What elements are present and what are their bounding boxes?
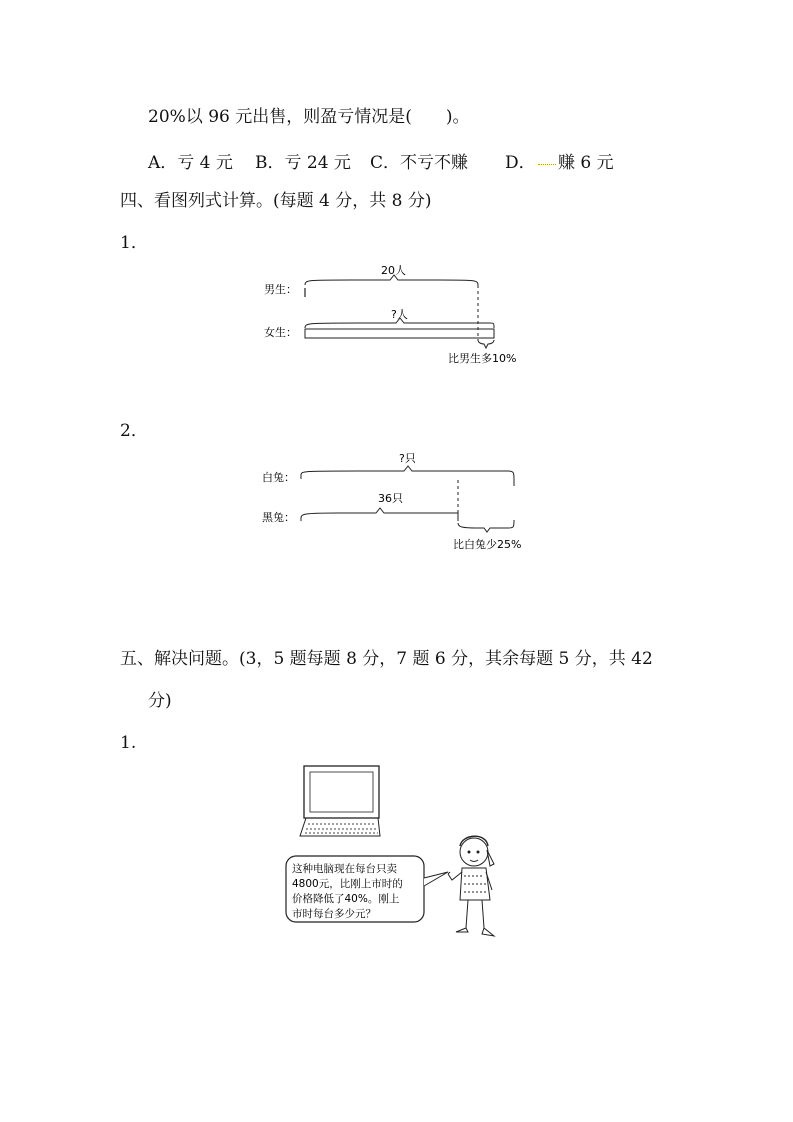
boys-label: 男生： <box>264 283 297 296</box>
speech-line-4: 市时每台多少元？ <box>292 908 376 920</box>
option-c: C．不亏不赚 <box>370 153 469 173</box>
option-a: A．亏 4 元 <box>148 153 233 173</box>
section5-title-line1: 五、解决问题。(3，5 题每题 8 分，7 题 6 分，其余每题 5 分，共 42 <box>120 649 653 669</box>
option-d: D． <box>505 153 536 173</box>
girl-figure-icon <box>448 836 494 936</box>
speech-line-1: 这种电脑现在每台只卖 <box>292 863 397 875</box>
option-d-text: 赚 6 元 <box>558 153 614 173</box>
option-b: B．亏 24 元 <box>255 153 351 173</box>
girls-extra-brace <box>478 340 494 348</box>
black-brace <box>301 508 458 521</box>
speech-bubble <box>286 856 448 922</box>
rabbits-diagram <box>258 448 558 558</box>
black-label: 黑兔： <box>262 511 295 524</box>
boys-girls-diagram <box>260 260 550 370</box>
s4-q1-number: 1． <box>120 233 148 253</box>
white-brace <box>301 466 514 486</box>
question-tail: 20%以 96 元出售，则盈亏情况是( )。 <box>148 107 470 127</box>
boys-girls-note: 比男生多10% <box>448 352 517 365</box>
option-d-blank <box>538 164 556 165</box>
monitor-icon <box>304 766 379 818</box>
computer-illustration <box>280 760 520 950</box>
girls-label: 女生： <box>264 326 297 339</box>
speech-line-3: 价格降低了40%。刚上 <box>292 893 400 905</box>
black-diff-brace <box>458 520 514 532</box>
keyboard-icon <box>300 818 380 836</box>
black-value: 36只 <box>378 492 403 505</box>
rabbits-note: 比白兔少25% <box>453 538 522 551</box>
section5-title-line2: 分) <box>148 691 172 711</box>
boys-value: 20人 <box>381 264 406 277</box>
white-label: 白兔： <box>262 471 295 484</box>
girls-value: ?人 <box>391 308 408 321</box>
speech-line-2: 4800元，比刚上市时的 <box>292 878 403 890</box>
s5-q1-number: 1. <box>120 733 137 753</box>
white-value: ?只 <box>399 452 416 465</box>
s4-q2-number: 2． <box>120 421 148 441</box>
section4-title: 四、看图列式计算。(每题 4 分，共 8 分) <box>120 191 432 211</box>
girls-bar <box>305 329 494 338</box>
